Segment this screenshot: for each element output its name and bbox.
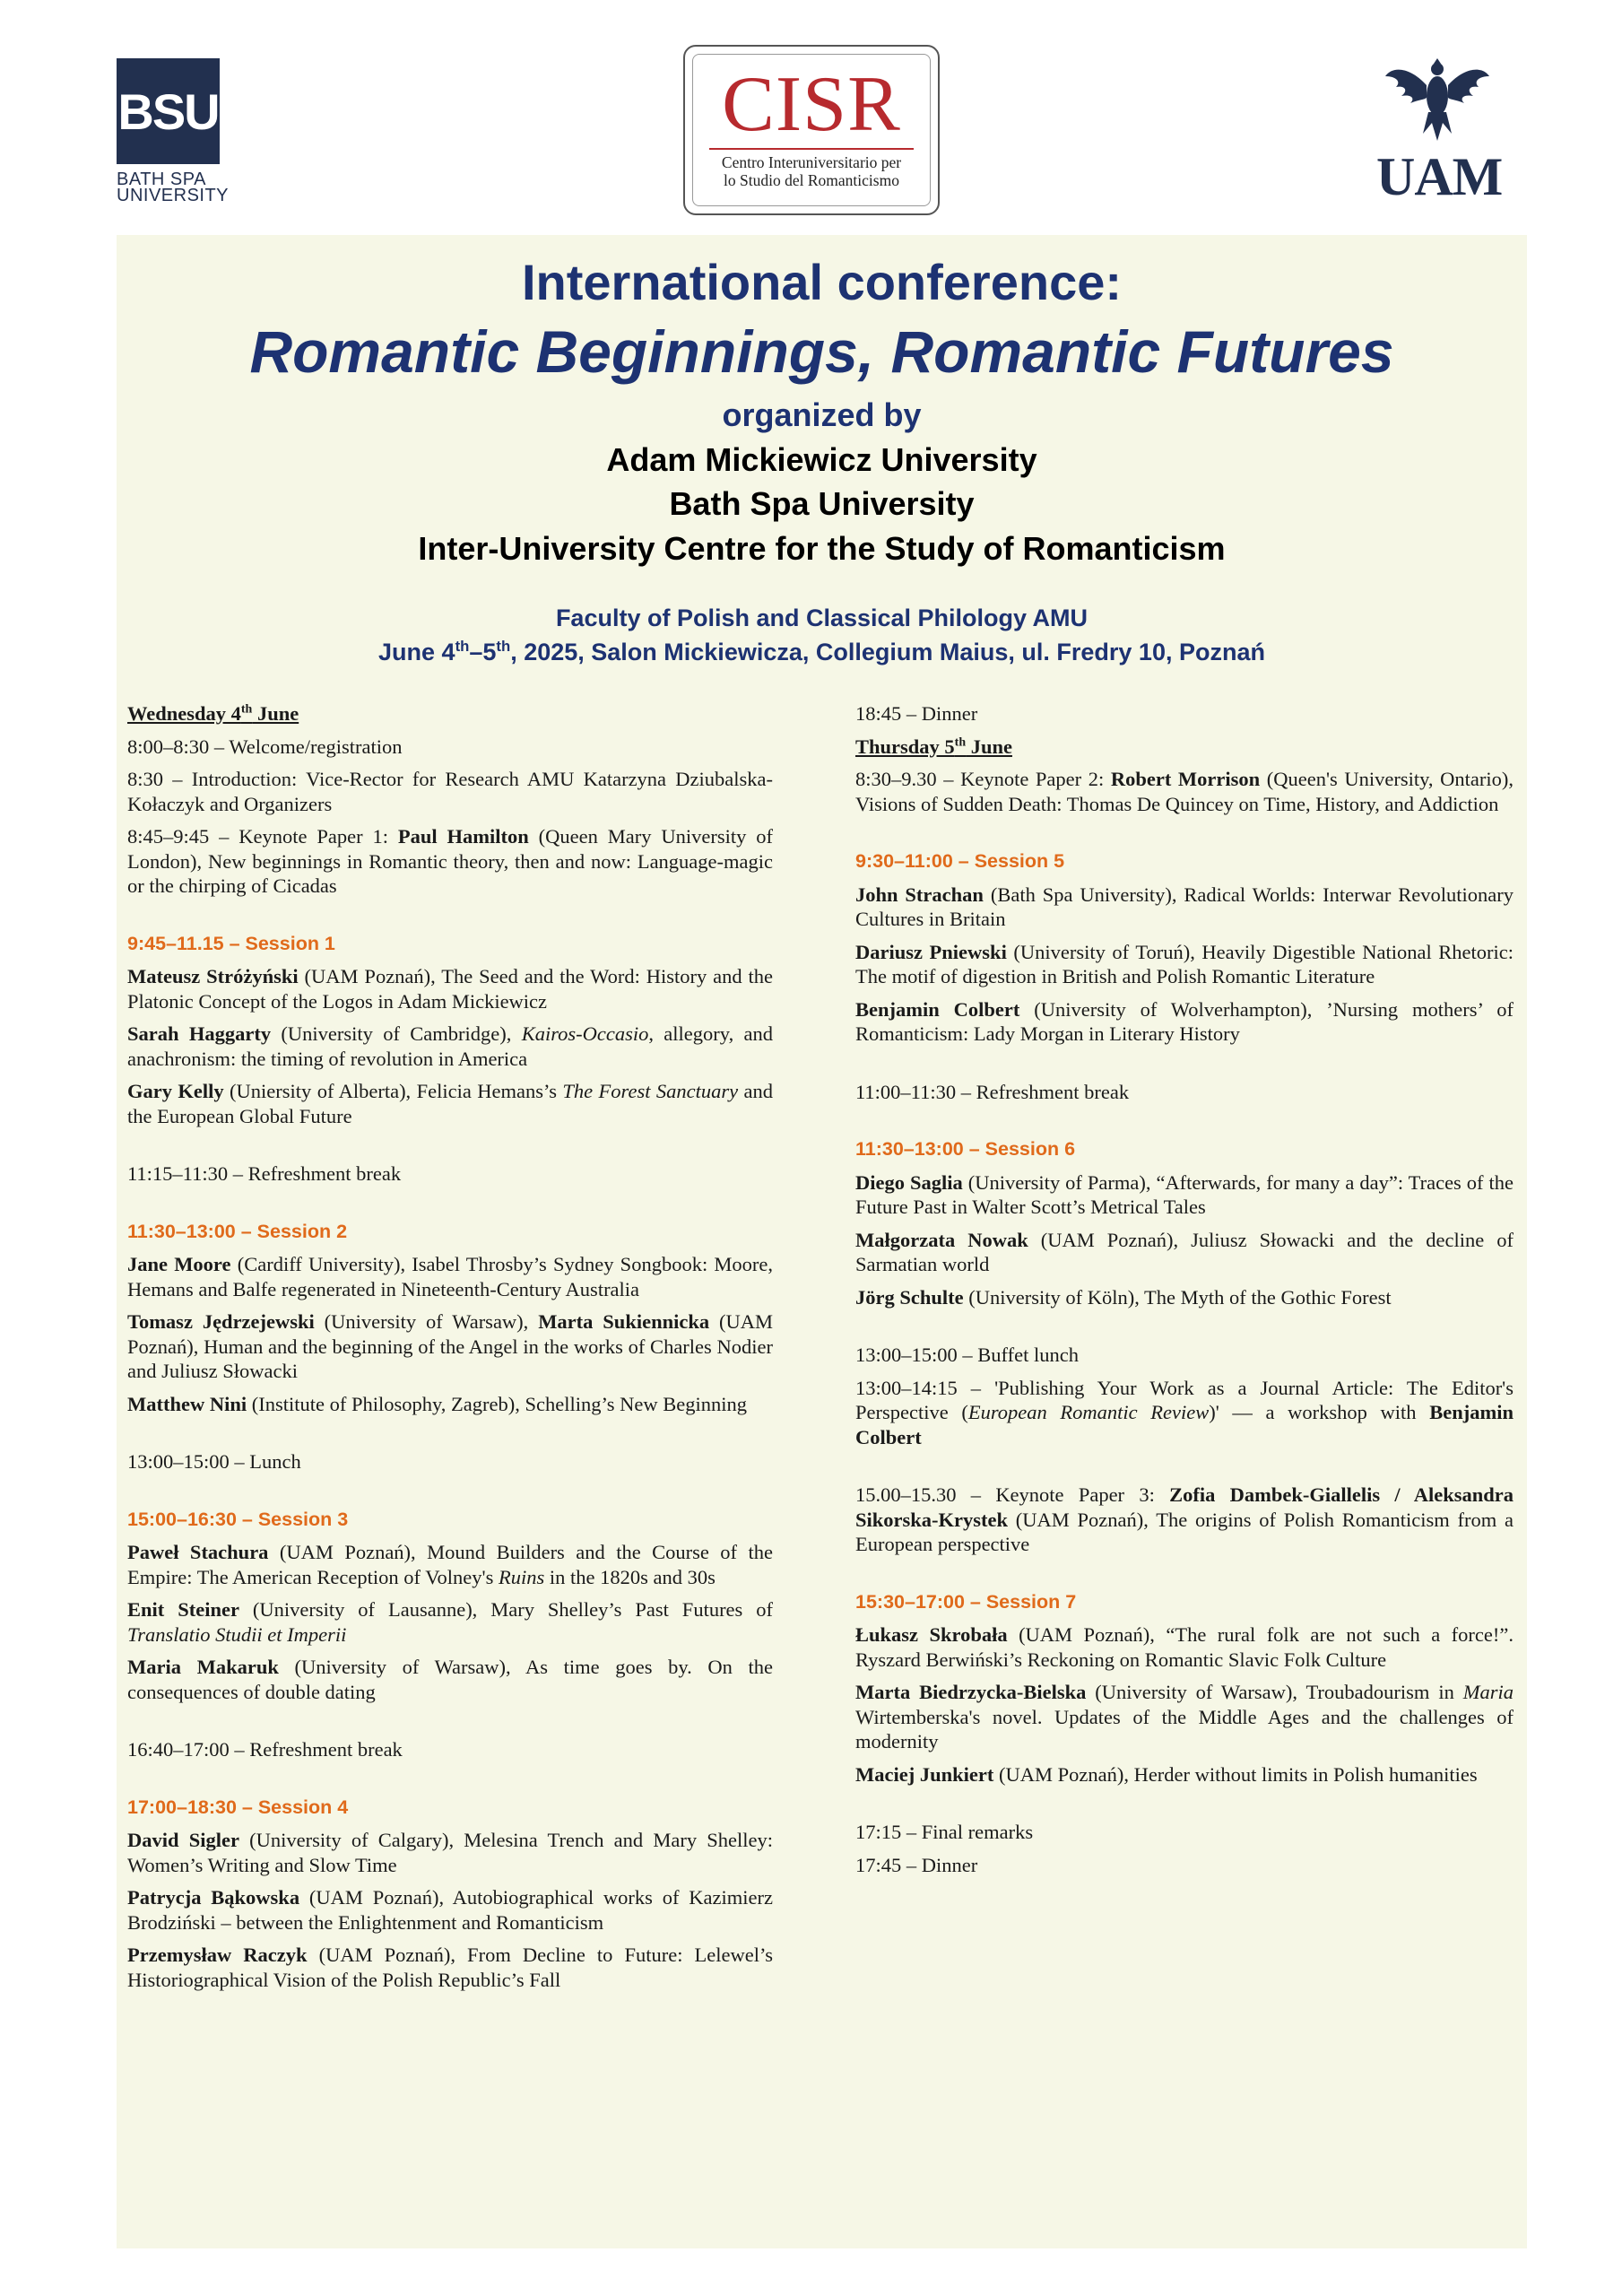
paper-item: Dariusz Pniewski (University of Toruń), Heavily Digestible National Rhetoric: The motif of digestion in British and Polish Romantic Literature [855,940,1514,987]
paper-item: Maria Makaruk (University of Warsaw), As time goes by. On the consequences of double dating [127,1656,773,1703]
paper-item: Matthew Nini (Institute of Philosophy, Zagreb), Schelling’s New Beginning [127,1392,747,1415]
paper-item: Jane Moore (Cardiff University), Isabel Throsby’s Sydney Songbook: Moore, Hemans and Balfe regenerated in Nineteenth-Century Australia [127,1253,774,1300]
bsu-logo-line1: BATH SPA [117,170,206,189]
date-venue-line: June 4th–5th, 2025, Salon Mickiewicza, Collegium Maius, ul. Fredry 10, Poznań [378,638,1265,665]
day2-heading: Thursday 5th June [855,735,1012,758]
lunch-item: 13:00–15:00 – Lunch [127,1450,301,1473]
bsu-logo [117,58,230,205]
paper-item: Paweł Stachura (UAM Poznań), Mound Builders and the Course of the Empire: The American Reception of Volney's Ruins in the 1820s and 30s [127,1541,773,1588]
paper-item: Benjamin Colbert (University of Wolverhampton), ’Nursing mothers’ of Romanticism: Lady Morgan in Literary History [855,997,1514,1045]
paper-item: Łukasz Skrobała (UAM Poznań), “The rural folk are not such a force!”. Ryszard Berwiński’s Reckoning on Romantic Slavic Folk Culture [855,1623,1514,1671]
keynote2-item: 8:30–9.30 – Keynote Paper 2: Robert Morrison (Queen's University, Ontario), Visions of Sudden Death: Thomas De Quincey on Time, History, and Addiction [855,768,1514,815]
welcome-item: 8:00–8:30 – Welcome/registration [127,735,403,758]
paper-item: Tomasz Jędrzejewski (University of Warsaw), Marta Sukiennicka (UAM Poznań), Human and the beginning of the Angel in the works of Charles Nodier and Juliusz Słowacki [127,1310,773,1382]
conference-kicker: International conference: [521,254,1123,310]
conference-panel [117,235,1527,2248]
paper-item: Gary Kelly (Uniersity of Alberta), Felicia Hemans’s The Forest Sanctuary and the European Global Future [127,1080,774,1127]
paper-item: Mateusz Stróżyński (UAM Poznań), The Seed and the Word: History and the Platonic Concept of the Logos in Adam Mickiewicz [127,965,773,1013]
eagle-icon [1383,58,1491,144]
cisr-logo-line1: Centro Interuniversitario per [721,153,902,171]
introduction-item: 8:30 – Introduction: Vice-Rector for Research AMU Katarzyna Dziubalska-Kołaczyk and Organizers [127,768,773,815]
paper-item: Diego Saglia (University of Parma), “Afterwards, for many a day”: Traces of the Future Past in Walter Scott’s Metrical Tales [855,1170,1514,1218]
paper-item: Patrycja Bąkowska (UAM Poznań), Autobiographical works of Kazimierz Brodziński – between the Enlightenment and Romanticism [127,1886,774,1934]
break-item: 16:40–17:00 – Refreshment break [127,1738,403,1761]
break-item: 11:15–11:30 – Refreshment break [127,1162,402,1185]
paper-item: Jörg Schulte (University of Köln), The Myth of the Gothic Forest [855,1285,1392,1309]
final-remarks-item: 17:15 – Final remarks [855,1821,1034,1843]
session3-title: 15:00–16:30 – Session 3 [127,1508,349,1530]
break-item: 11:00–11:30 – Refreshment break [855,1080,1130,1103]
paper-item: Maciej Junkiert (UAM Poznań), Herder without limits in Polish humanities [855,1762,1478,1786]
organizer-1: Adam Mickiewicz University [606,441,1037,478]
cisr-logo [683,45,940,215]
cisr-logo-line2: lo Studio del Romanticismo [724,171,899,189]
paper-item: David Sigler (University of Calgary), Melesina Trench and Mary Shelley: Women’s Writing and Slow Time [127,1829,773,1876]
cisr-logo-mark: CISR [722,61,901,148]
uam-logo-mark: UAM [1376,147,1503,206]
session1-title: 9:45–11.15 – Session 1 [127,932,335,954]
paper-item: Enit Steiner (University of Lausanne), Mary Shelley’s Past Futures of Translatio Studii et Imperii [127,1598,773,1646]
paper-item: Małgorzata Nowak (UAM Poznań), Juliusz Słowacki and the decline of Sarmatian world [855,1228,1514,1275]
workshop-item: 13:00–14:15 – 'Publishing Your Work as a Journal Article: The Editor's Perspective (European Romantic Review)' — a workshop with Benjamin Colbert [855,1376,1514,1448]
session5-title: 9:30–11:00 – Session 5 [855,850,1065,872]
organizer-2: Bath Spa University [669,485,975,522]
session7-title: 15:30–17:00 – Session 7 [855,1590,1077,1613]
paper-item: John Strachan (Bath Spa University), Radical Worlds: Interwar Revolutionary Cultures in Britain [855,883,1514,930]
day1-heading: Wednesday 4th June [127,702,299,725]
session6-title: 11:30–13:00 – Session 6 [855,1138,1076,1160]
programme-day2 [855,701,1514,1877]
organized-by: organized by [722,396,922,433]
paper-item: Przemysław Raczyk (UAM Poznań), From Decline to Future: Lelewel’s Historiographical Vision of the Polish Republic’s Fall [127,1944,773,1991]
faculty-line: Faculty of Polish and Classical Philology AMU [555,604,1089,631]
bsu-logo-mark: BSU [117,58,220,164]
buffet-item: 13:00–15:00 – Buffet lunch [855,1344,1079,1366]
dinner-item: 18:45 – Dinner [855,702,978,725]
dinner-item: 17:45 – Dinner [855,1853,978,1876]
session2-title: 11:30–13:00 – Session 2 [127,1220,348,1242]
paper-item: Sarah Haggarty (University of Cambridge), Kairos-Occasio, allegory, and anachronism: the timing of revolution in America [127,1022,773,1070]
bsu-logo-line2: UNIVERSITY [117,186,230,205]
keynote3-item: 15.00–15.30 – Keynote Paper 3: Zofia Dambek-Giallelis / Aleksandra Sikorska-Krystek (UAM Poznań), The origins of Polish Romanticism from a European perspective [855,1483,1514,1555]
uam-logo [1376,58,1503,206]
programme-day1 [127,701,773,1992]
conference-title: Romantic Beginnings, Romantic Futures [249,318,1394,385]
organizer-3: Inter-University Centre for the Study of Romanticism [418,530,1226,567]
keynote1-item: 8:45–9:45 – Keynote Paper 1: Paul Hamilton (Queen Mary University of London), New beginnings in Romantic theory, then and now: Language-magic or the chirping of Cicadas [127,825,773,897]
paper-item: Marta Biedrzycka-Bielska (University of Warsaw), Troubadourism in Maria Wirtemberska's novel. Updates of the Middle Ages and the challenges of modernity [855,1681,1514,1752]
session4-title: 17:00–18:30 – Session 4 [127,1796,349,1818]
